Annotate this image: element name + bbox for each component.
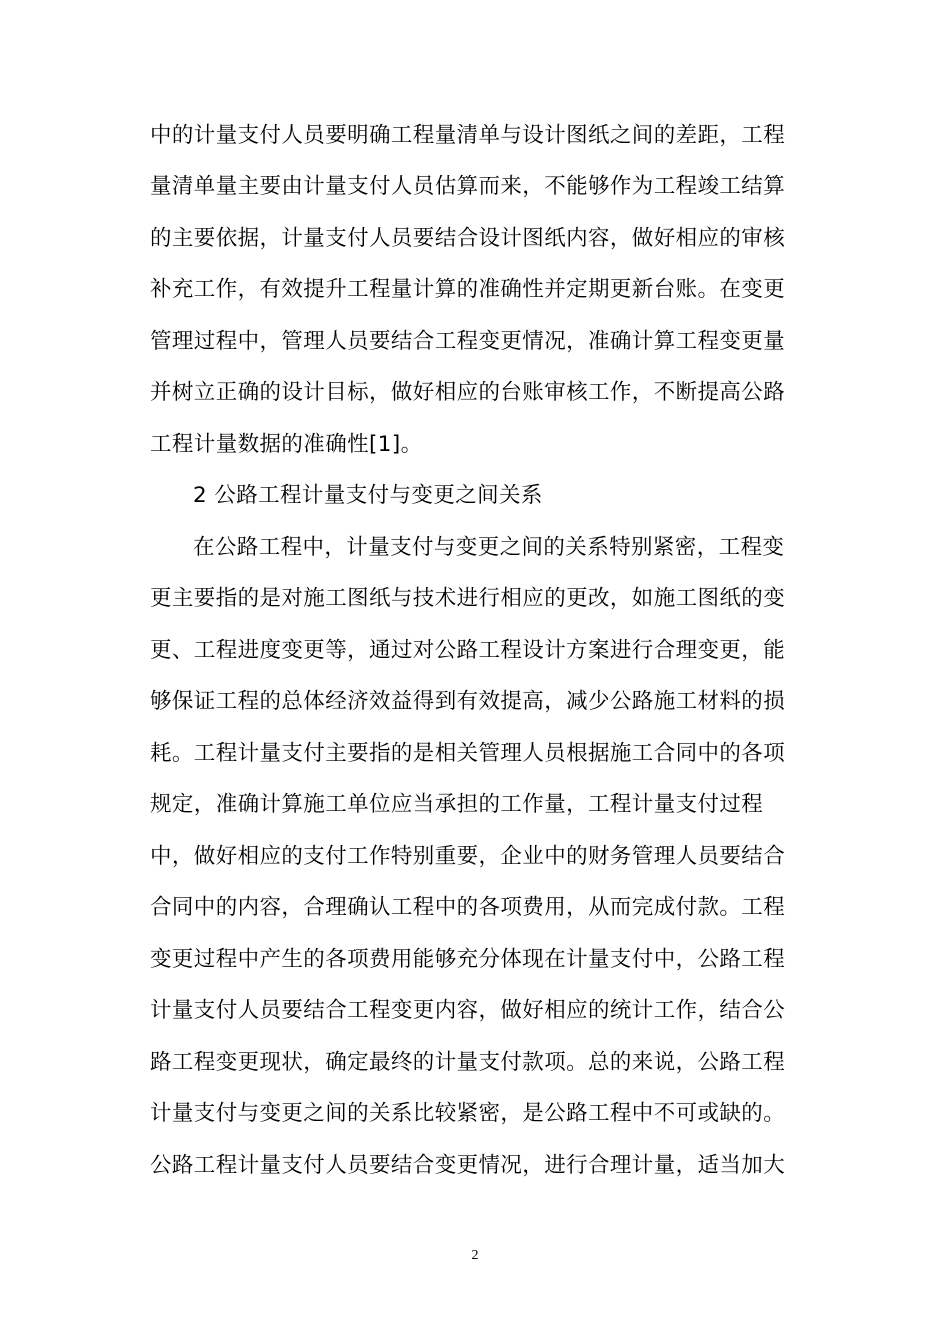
paragraph-1-line-6: 并树立正确的设计目标，做好相应的台账审核工作，不断提高公路: [150, 380, 786, 405]
paragraph-2-line-13: 公路工程计量支付人员要结合变更情况，进行合理计量，适当加大: [150, 1153, 786, 1178]
section-heading: 2 公路工程计量支付与变更之间关系: [193, 483, 543, 508]
paragraph-2-line-2: 更主要指的是对施工图纸与技术进行相应的更改，如施工图纸的变: [150, 586, 786, 611]
paragraph-1-line-3: 的主要依据，计量支付人员要结合设计图纸内容，做好相应的审核: [150, 226, 786, 251]
paragraph-2-line-7: 中，做好相应的支付工作特别重要，企业中的财务管理人员要结合: [150, 844, 786, 869]
paragraph-2-line-3: 更、工程进度变更等，通过对公路工程设计方案进行合理变更，能: [150, 638, 786, 663]
paragraph-2-line-8: 合同中的内容，合理确认工程中的各项费用，从而完成付款。工程: [150, 895, 786, 920]
paragraph-2-line-5: 耗。工程计量支付主要指的是相关管理人员根据施工合同中的各项: [150, 741, 786, 766]
paragraph-2-line-6: 规定，准确计算施工单位应当承担的工作量，工程计量支付过程: [150, 792, 764, 817]
paragraph-1-line-5: 管理过程中，管理人员要结合工程变更情况，准确计算工程变更量: [150, 329, 786, 354]
paragraph-2-line-12: 计量支付与变更之间的关系比较紧密，是公路工程中不可或缺的。: [150, 1101, 786, 1126]
paragraph-1-line-2: 量清单量主要由计量支付人员估算而来，不能够作为工程竣工结算: [150, 174, 786, 199]
paragraph-1-line-1: 中的计量支付人员要明确工程量清单与设计图纸之间的差距，工程: [150, 123, 786, 148]
paragraph-2-line-10: 计量支付人员要结合工程变更内容，做好相应的统计工作，结合公: [150, 998, 786, 1023]
paragraph-2-line-9: 变更过程中产生的各项费用能够充分体现在计量支付中，公路工程: [150, 947, 786, 972]
paragraph-1-line-4: 补充工作，有效提升工程量计算的准确性并定期更新台账。在变更: [150, 277, 786, 302]
paragraph-2-line-4: 够保证工程的总体经济效益得到有效提高，减少公路施工材料的损: [150, 689, 786, 714]
paragraph-1-line-7: 工程计量数据的准确性[1]。: [150, 432, 423, 457]
paragraph-2-line-1: 在公路工程中，计量支付与变更之间的关系特别紧密，工程变: [193, 535, 785, 560]
paragraph-2-line-11: 路工程变更现状，确定最终的计量支付款项。总的来说，公路工程: [150, 1050, 786, 1075]
page-number: 2: [471, 1248, 479, 1263]
